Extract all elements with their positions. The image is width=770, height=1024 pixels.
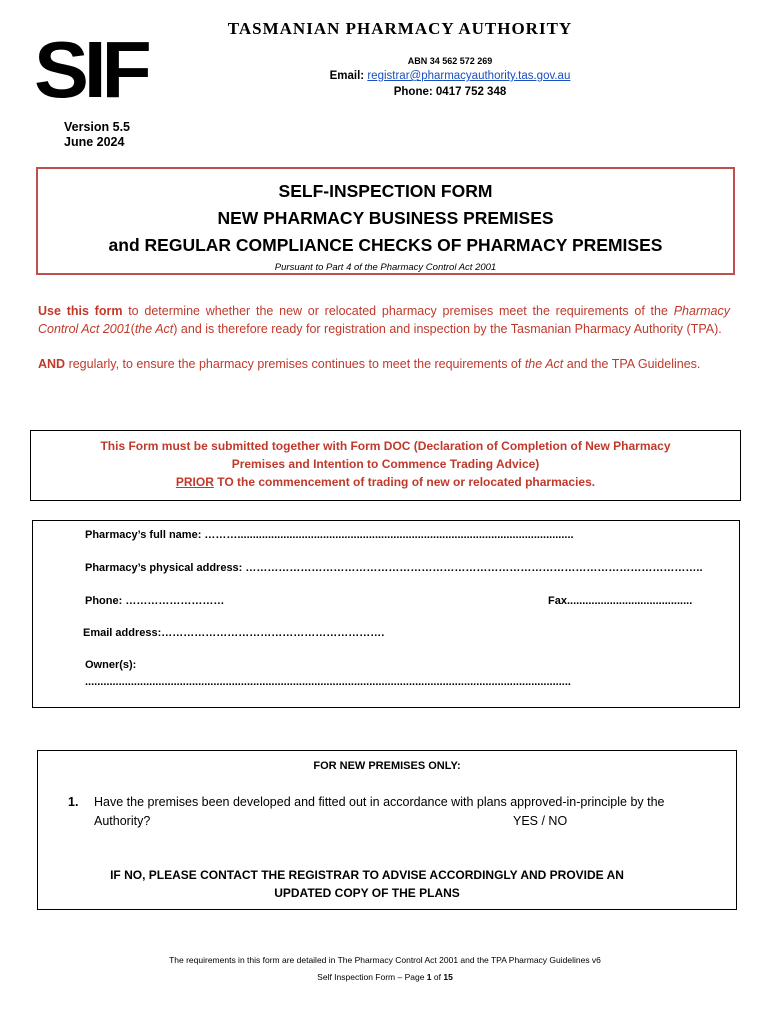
sif-logo: SIF — [34, 25, 147, 114]
notice-line-1: This Form must be submitted together with Form DOC (Declaration of Completion of New Pharmacy — [100, 439, 671, 453]
new-premises-heading: FOR NEW PREMISES ONLY: — [313, 760, 461, 772]
pharmacy-details-box — [32, 520, 740, 708]
version-date: June 2024 — [64, 135, 125, 149]
fax-field[interactable]: Fax......................................... — [548, 595, 693, 607]
new-premises-box — [37, 750, 737, 910]
plans-warning: IF NO, PLEASE CONTACT THE REGISTRAR TO ADVISE ACCORDINGLY AND PROVIDE AN UPDATED COPY OF THE PLANS — [110, 868, 624, 900]
intro-text — [38, 302, 730, 390]
phone-field[interactable]: Phone: ……………………… — [85, 595, 225, 607]
notice-line-3: PRIOR TO the commencement of trading of new or relocated pharmacies. — [175, 475, 596, 489]
question-1 — [68, 793, 688, 831]
notice-line-2: Premises and Intention to Commence Trading Advice) — [231, 457, 540, 471]
intro-paragraph-2: AND regularly, to ensure the pharmacy premises continues to meet the requirements of the Act and the TPA Guidelines. — [38, 357, 701, 371]
form-title-line3: and REGULAR COMPLIANCE CHECKS OF PHARMACY PREMISES — [108, 235, 663, 255]
version-number: Version 5.5 — [64, 120, 131, 134]
email-address-field[interactable]: Email address:……………………………………………………. — [83, 627, 385, 639]
yes-no-answer[interactable]: YES / NO — [513, 814, 568, 828]
form-title-line2: NEW PHARMACY BUSINESS PREMISES — [217, 208, 554, 228]
form-subtitle: Pursuant to Part 4 of the Pharmacy Control Act 2001 — [274, 262, 497, 273]
owners-field[interactable]: ............................................................................................................................................................... — [85, 676, 571, 688]
pharmacy-address-field[interactable]: Pharmacy’s physical address: …………………………………………………………………………………………………………….. — [85, 562, 703, 574]
submission-notice — [30, 430, 741, 501]
abn: ABN 34 562 572 269 — [407, 56, 493, 66]
page-footer — [100, 952, 670, 986]
page-number: Self Inspection Form – Page 1 of 15 — [317, 972, 453, 982]
question-text: Have the premises been developed and fitted out in accordance with plans approved-in-principle by the Authority? — [94, 795, 665, 828]
email-label: Email: — [329, 70, 365, 82]
form-title-box — [36, 167, 735, 275]
email-link[interactable]: registrar@pharmacyauthority.tas.gov.au — [367, 70, 571, 82]
question-number: 1. — [68, 795, 79, 809]
email-line — [300, 68, 600, 84]
version-info — [64, 120, 130, 150]
intro-paragraph-1: Use this form to determine whether the new or relocated pharmacy premises meet the requirements of the Pharmacy Control Act 2001(the Act) and is therefore ready for registration and inspection by the Tasmanian Pharmacy Authority (TPA). — [38, 304, 730, 336]
pharmacy-name-field[interactable]: Pharmacy’s full name: ……….............................................................................................................. — [85, 529, 574, 541]
contact-block — [300, 55, 600, 100]
form-title: SELF-INSPECTION FORM — [278, 181, 493, 201]
footer-reference: The requirements in this form are detailed in The Pharmacy Control Act 2001 and the TPA Pharmacy Guidelines v6 — [169, 955, 601, 965]
phone-line: Phone: 0417 752 348 — [393, 86, 507, 98]
owners-label: Owner(s): — [85, 659, 137, 671]
authority-name: TASMANIAN PHARMACY AUTHORITY — [227, 19, 573, 38]
